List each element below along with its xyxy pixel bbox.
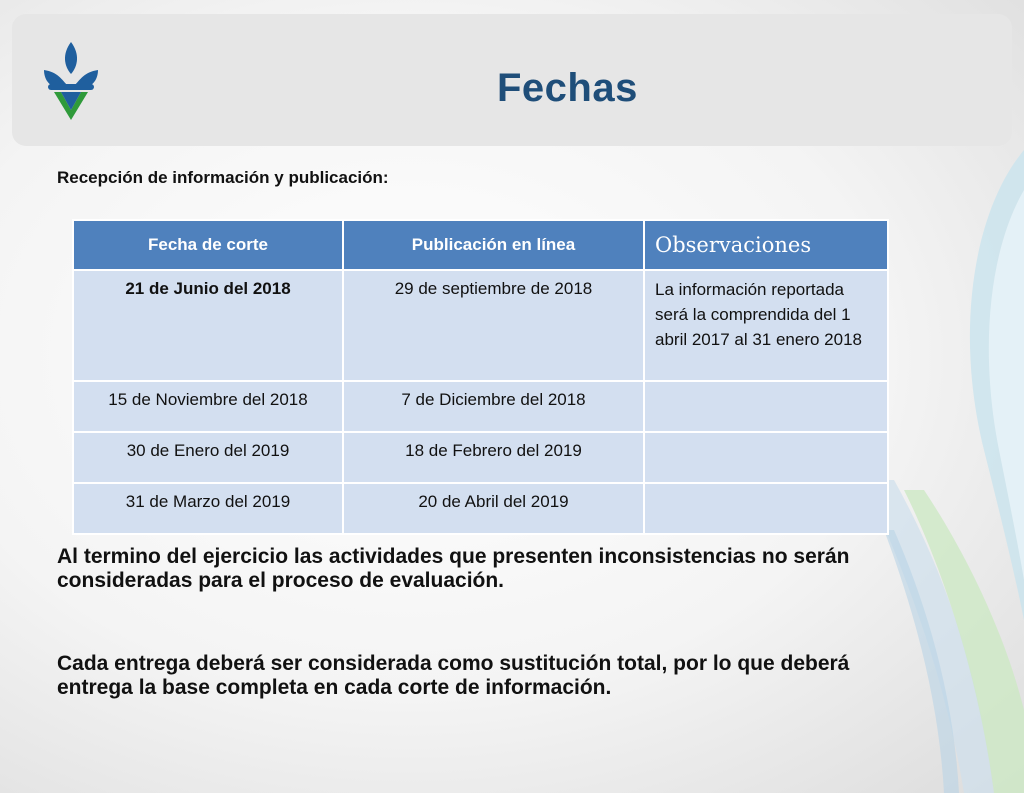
table-row (73, 381, 888, 432)
cell-observaciones (644, 432, 888, 483)
cell-observaciones: La información reportada será la comprendida del 1 abril 2017 al 31 enero 2018 (644, 270, 888, 381)
header-bar (12, 14, 1012, 146)
table-row (73, 483, 888, 534)
cell-fecha-corte: 31 de Marzo del 2019 (73, 483, 343, 534)
section-subtitle: Recepción de información y publicación: (57, 168, 389, 187)
cell-observaciones (644, 483, 888, 534)
uv-logo-icon (40, 40, 102, 122)
dates-table (72, 219, 889, 535)
table-row (73, 270, 888, 381)
cell-fecha-corte: 21 de Junio del 2018 (73, 270, 343, 381)
cell-publicacion: 20 de Abril del 2019 (343, 483, 644, 534)
paragraph-inconsistencias: Al termino del ejercicio las actividades que presenten inconsistencias no serán consideradas para el proceso de evaluación. (57, 545, 850, 592)
page-title: Fechas (497, 66, 638, 110)
table-row (73, 432, 888, 483)
paragraph-sustitucion: Cada entrega deberá ser considerada como sustitución total, por lo que deberá entrega la base completa en cada corte de información. (57, 652, 850, 699)
cell-publicacion: 29 de septiembre de 2018 (343, 270, 644, 381)
cell-publicacion: 18 de Febrero del 2019 (343, 432, 644, 483)
cell-publicacion: 7 de Diciembre del 2018 (343, 381, 644, 432)
column-header-fecha-corte: Fecha de corte (73, 220, 343, 270)
decorative-swoosh-graphic (884, 150, 1024, 793)
cell-fecha-corte: 15 de Noviembre del 2018 (73, 381, 343, 432)
cell-observaciones (644, 381, 888, 432)
table-header-row (73, 220, 888, 270)
column-header-publicacion: Publicación en línea (343, 220, 644, 270)
column-header-observaciones: Observaciones (644, 220, 888, 270)
cell-fecha-corte: 30 de Enero del 2019 (73, 432, 343, 483)
